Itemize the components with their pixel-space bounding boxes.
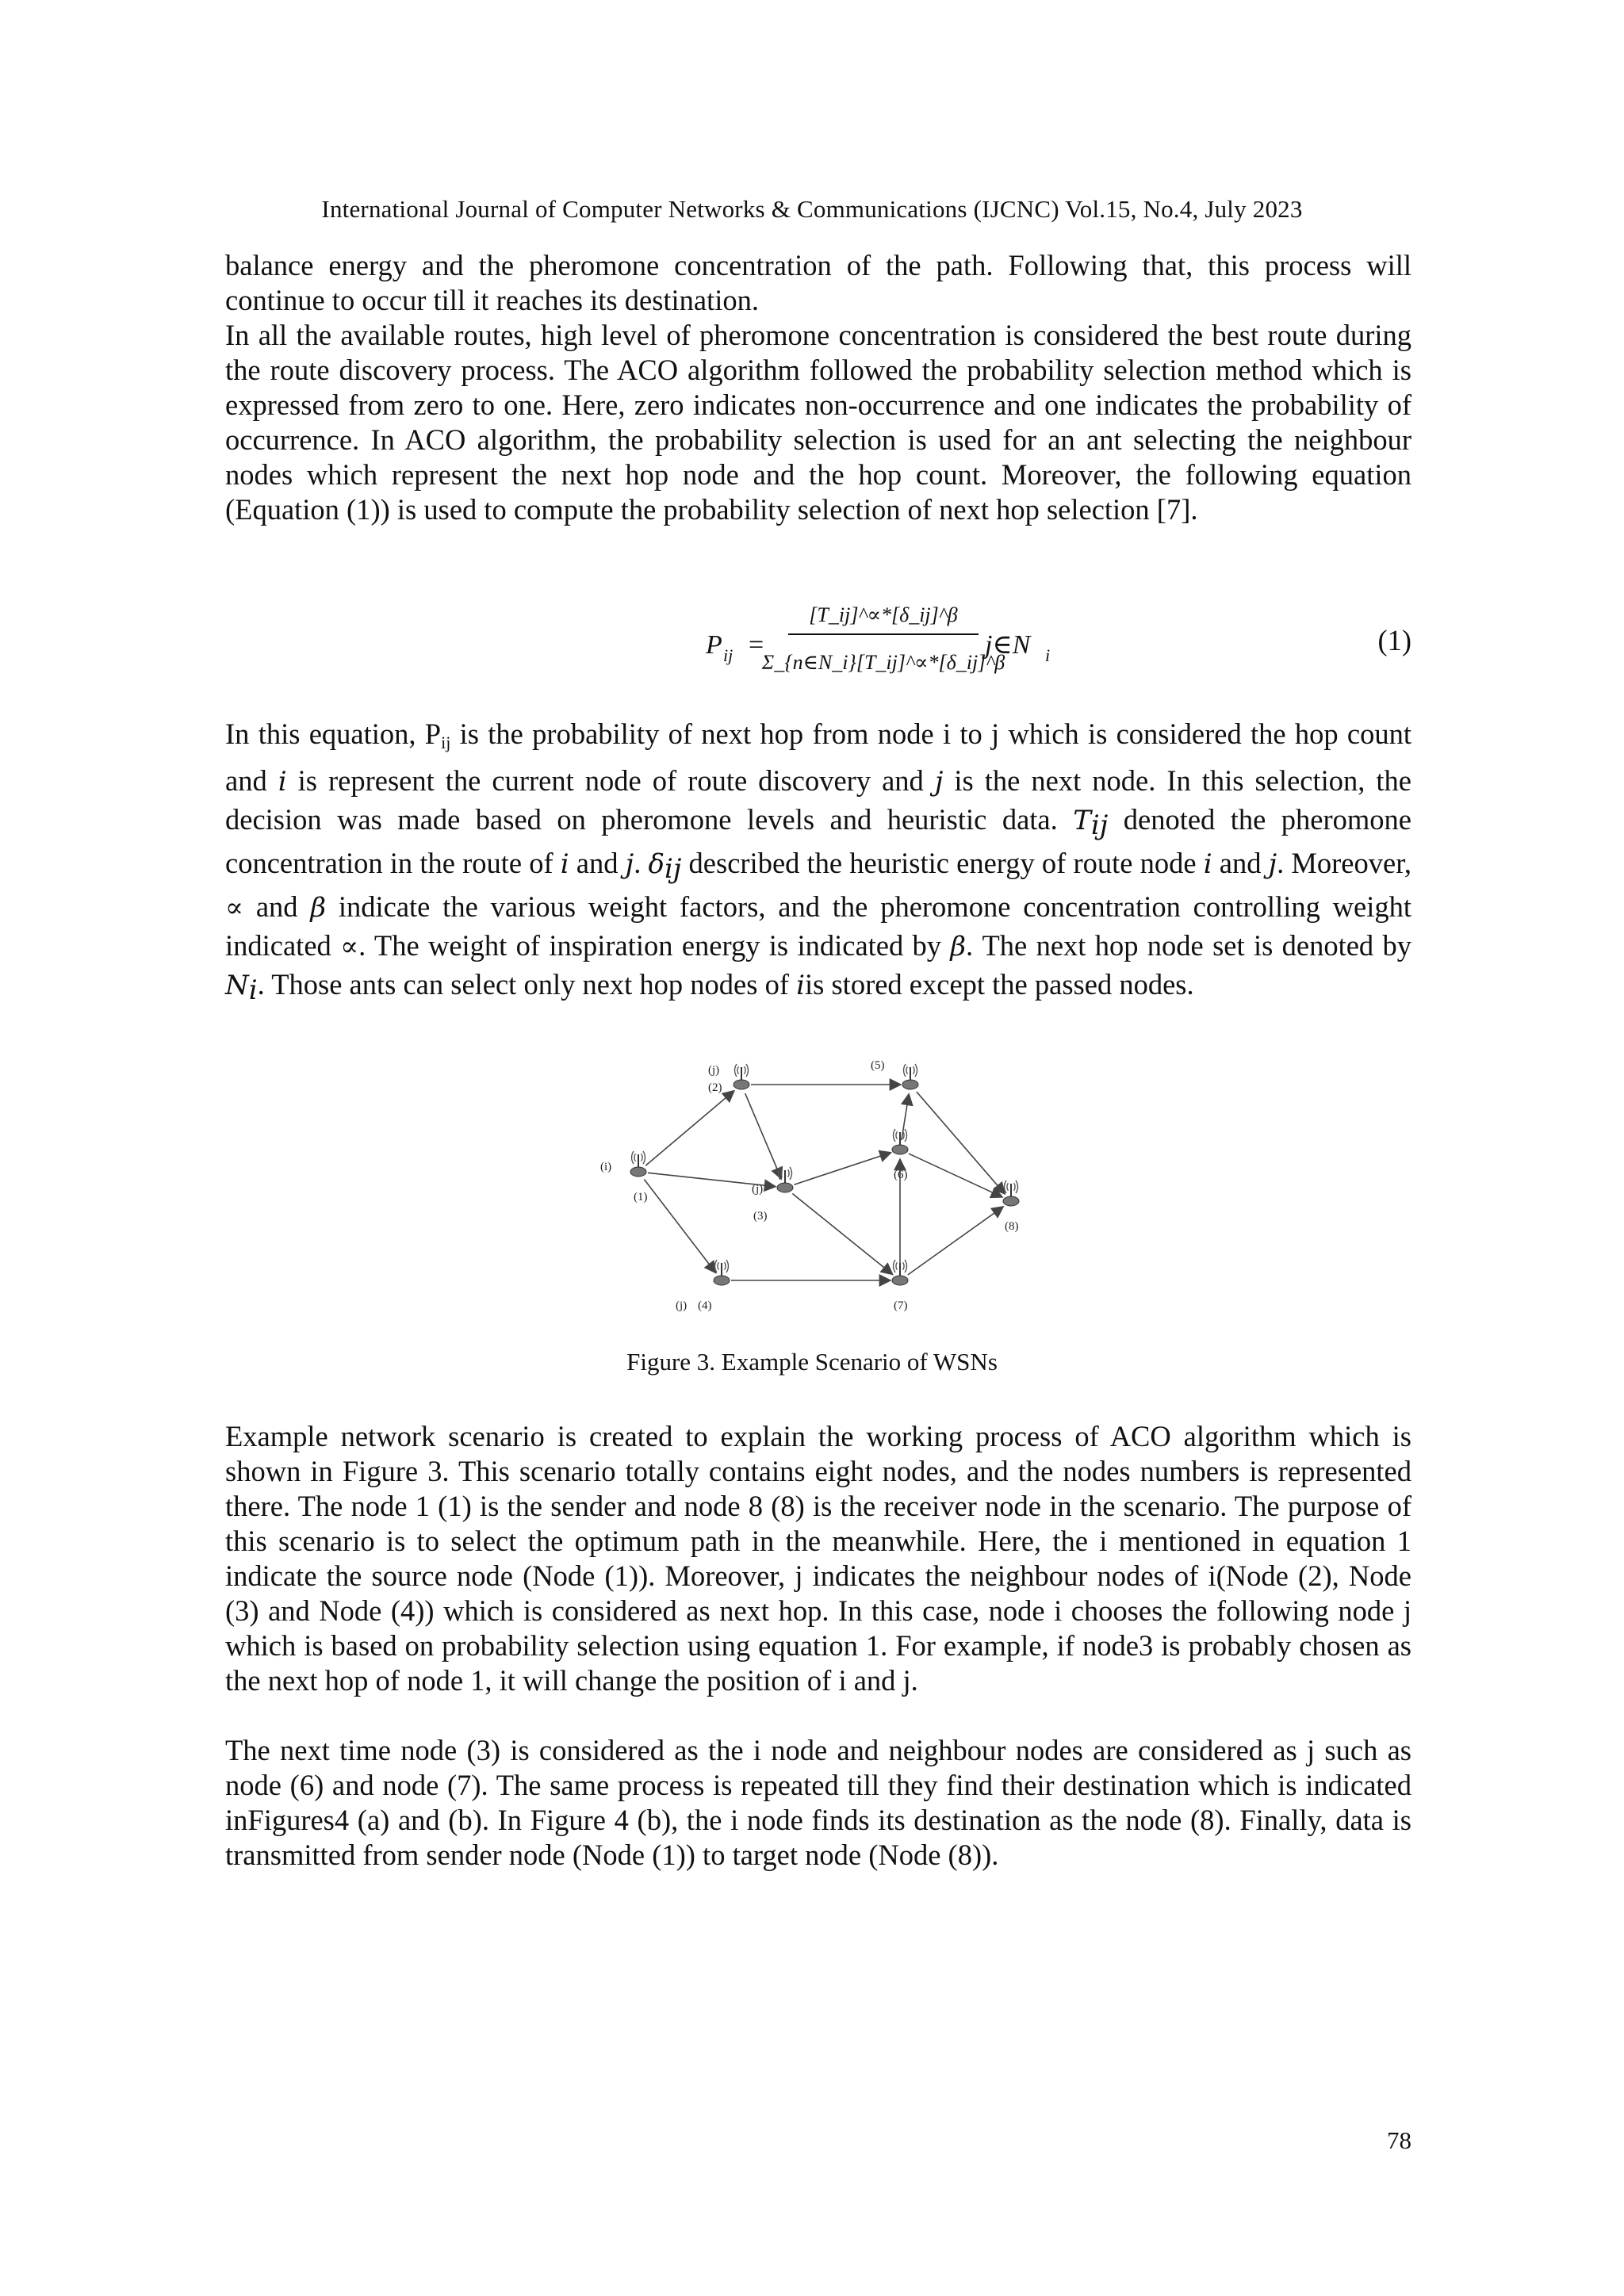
- page-number: 78: [1387, 2126, 1411, 2154]
- signal-wave-icon: [634, 1154, 636, 1161]
- node-role-tag: (j): [676, 1299, 688, 1312]
- body-section-middle: [225, 715, 1411, 1009]
- edge-2-3: [745, 1093, 782, 1179]
- signal-wave-icon: [896, 1131, 898, 1139]
- node-label: (6): [894, 1169, 908, 1181]
- signal-wave-icon: [735, 1064, 737, 1077]
- signal-wave-icon: [894, 1129, 896, 1142]
- node-role-tag: (j): [752, 1183, 764, 1196]
- figure-caption: Figure 3. Example Scenario of WSNs: [626, 1348, 998, 1376]
- running-header: International Journal of Computer Networks & Communications (IJCNC) Vol.15, No.4, July 2023: [321, 195, 1303, 223]
- equation-suffix-sub: i: [1045, 645, 1051, 665]
- paragraph-1: balance energy and the pheromone concentration of the path. Following that, this process will continue to occur till it reaches its destination.: [225, 249, 1411, 316]
- sensor-node-icon: [714, 1276, 730, 1285]
- paragraph-2: In all the available routes, high level of pheromone concentration is considered the best route during the route discovery process. The ACO algorithm followed the probability selection method which is expressed from zero to one. Here, zero indicates non-occurrence and one indicates the probability of occurrence. In ACO algorithm, the probability selection is used for an ant selecting the neighbour nodes which represent the next hop node and the hop count. Moreover, the following equation (Equation (1)) is used to compute the probability selection of next hop selection [7].: [225, 319, 1411, 526]
- edge-1-2: [645, 1091, 734, 1165]
- signal-wave-icon: [1007, 1183, 1009, 1191]
- signal-wave-icon: [725, 1262, 726, 1270]
- body-section-top: [225, 248, 1411, 527]
- sensor-node-icon: [892, 1145, 908, 1154]
- signal-wave-icon: [905, 1260, 907, 1272]
- paragraph-3: In this equation, $P_{ij}$ is the probability of next hop from node i to j which is considered the hop count and i is represent the current node of route discovery and j is the next node. In this selection, the decision was made based on pheromone levels and heuristic data. Tij denoted the pheromone concentration in the route of i and j. δij described the heuristic energy of route node i and j. Moreover, ∝ and β indicate the various weight factors, and the pheromone concentration controlling weight indicated ∝. The weight of inspiration energy is indicated by β. The next hop node set is denoted by Ni. Those ants can select only next hop nodes of iis stored except the passed nodes.: [225, 718, 1412, 1006]
- signal-wave-icon: [904, 1064, 906, 1077]
- node-label: (1): [634, 1191, 648, 1203]
- body-section-bottom: [225, 1419, 1411, 1873]
- node-label: (5): [871, 1059, 885, 1072]
- paragraph-4: Example network scenario is created to explain the working process of ACO algorithm which is shown in Figure 3. This scenario totally contains eight nodes, and the nodes numbers is represented there. The node 1 (1) is the sender and node 8 (8) is the receiver node in the scenario. The purpose of this scenario is to select the optimum path in the meanwhile. Here, the i mentioned in equation 1 indicate the source node (Node (1)). Moreover, j indicates the neighbour nodes of i(Node (2), Node (3) and Node (4)) which is considered as next hop. In this case, node i chooses the following node j which is based on probability selection using equation 1. For example, if node3 is probably chosen as the next hop of node 1, it will change the position of i and j.: [225, 1420, 1411, 1697]
- signal-wave-icon: [715, 1260, 718, 1272]
- figure-3-network-diagram: [587, 1047, 1039, 1316]
- equation-numerator: [T_ij]^∝*[δ_ij]^β: [809, 603, 958, 626]
- signal-wave-icon: [915, 1064, 917, 1077]
- signal-wave-icon: [905, 1129, 907, 1142]
- signal-wave-icon: [745, 1066, 746, 1074]
- signal-wave-icon: [906, 1066, 908, 1074]
- edge-7-8: [908, 1207, 1003, 1275]
- signal-wave-icon: [896, 1262, 898, 1270]
- equation-denominator: Σ_{n∈N_i}[T_ij]^∝*[δ_ij]^β: [761, 651, 1005, 674]
- signal-wave-icon: [914, 1066, 915, 1074]
- node-1: [600, 1151, 648, 1203]
- node-role-tag: (i): [600, 1161, 612, 1173]
- signal-wave-icon: [726, 1260, 729, 1272]
- sensor-node-icon: [777, 1183, 793, 1192]
- equation-graphic: [225, 587, 1411, 690]
- signal-wave-icon: [643, 1151, 645, 1164]
- node-label: (3): [753, 1210, 768, 1223]
- equation-number: (1): [1377, 624, 1411, 656]
- sensor-node-icon: [892, 1276, 908, 1285]
- signal-wave-icon: [781, 1169, 783, 1177]
- node-label: (4): [698, 1299, 712, 1312]
- sensor-node-icon: [1003, 1196, 1019, 1206]
- equation-1: [225, 587, 1411, 690]
- network-diagram-svg: [587, 1047, 1039, 1316]
- node-label: (7): [894, 1299, 908, 1312]
- paragraph-5: The next time node (3) is considered as the i node and neighbour nodes are considered as j such as node (6) and node (7). The same process is repeated till they find their destination which is indicated inFigures4 (a) and (b). In Figure 4 (b), the i node finds its destination as the node (8). Finally, data is transmitted from sender node (Node (1)) to target node (Node (8)).: [225, 1734, 1411, 1871]
- node-6: [892, 1129, 908, 1181]
- sensor-node-icon: [733, 1080, 749, 1089]
- edge-6-5: [902, 1094, 909, 1140]
- signal-wave-icon: [1016, 1181, 1018, 1193]
- signal-wave-icon: [1005, 1181, 1007, 1193]
- equation-lhs: P: [706, 630, 722, 660]
- signal-wave-icon: [737, 1066, 739, 1074]
- node-8: [1003, 1181, 1019, 1233]
- signal-wave-icon: [718, 1262, 719, 1270]
- edge-3-6: [794, 1153, 891, 1184]
- signal-wave-icon: [903, 1262, 905, 1270]
- signal-wave-icon: [788, 1169, 790, 1177]
- equation-lhs-sub: ij: [723, 645, 733, 665]
- edge-3-7: [792, 1194, 892, 1275]
- node-2: [708, 1064, 749, 1094]
- signal-wave-icon: [642, 1154, 643, 1161]
- equation-equals: =: [749, 630, 764, 660]
- edge-5-8: [917, 1092, 1005, 1194]
- equation-suffix: j∈N: [985, 630, 1031, 660]
- sensor-node-icon: [630, 1167, 646, 1177]
- signal-wave-icon: [1014, 1183, 1016, 1191]
- node-label: (8): [1005, 1220, 1019, 1233]
- edge-1-4: [644, 1180, 715, 1273]
- node-3: [752, 1167, 793, 1223]
- node-4: [676, 1260, 730, 1312]
- signal-wave-icon: [746, 1064, 749, 1077]
- signal-wave-icon: [632, 1151, 634, 1164]
- node-7: [892, 1260, 908, 1312]
- node-role-tag: (j): [708, 1064, 720, 1077]
- sensor-node-icon: [902, 1080, 918, 1089]
- signal-wave-icon: [894, 1260, 896, 1272]
- signal-wave-icon: [903, 1131, 905, 1139]
- signal-wave-icon: [790, 1167, 792, 1180]
- node-label: (2): [708, 1081, 722, 1094]
